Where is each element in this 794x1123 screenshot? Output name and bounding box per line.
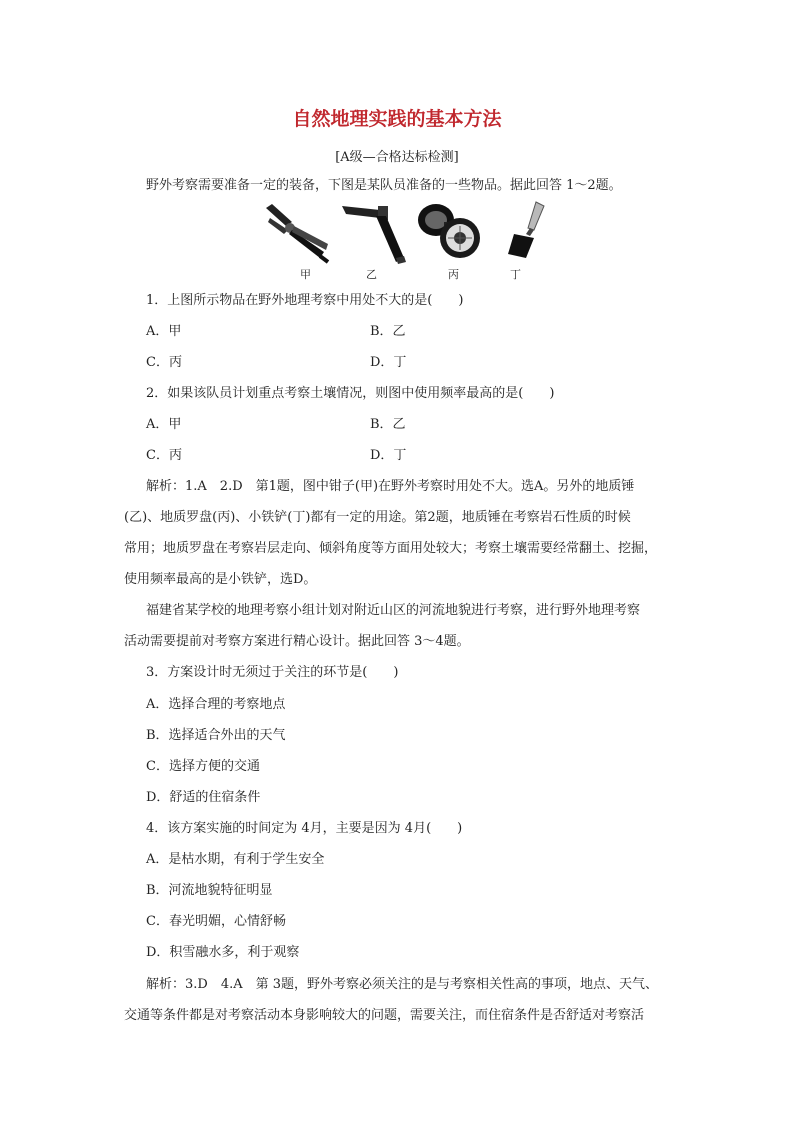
question-3-stem: 3．方案设计时无须过于关注的环节是( ) [146,665,399,680]
question-1-stem: 1．上图所示物品在野外地理考察中用处不大的是( ) [146,293,464,308]
question-2-option-b: B．乙 [370,417,406,432]
question-2-option-d: D．丁 [370,448,407,463]
figure-label-jia: 甲 [300,268,311,281]
intro-paragraph: 野外考察需要准备一定的装备，下图是某队员准备的一些物品。据此回答 1～2题。 [146,178,622,193]
question-2-stem: 2．如果该队员计划重点考察土壤情况，则图中使用频率最高的是( ) [146,386,555,401]
question-4-option-a: A．是枯水期，有利于学生安全 [146,852,325,867]
question-3-option-a: A．选择合理的考察地点 [146,697,286,712]
question-1-option-c: C．丙 [146,355,182,370]
compass-icon [414,200,486,264]
section-subtitle: [A级—合格达标检测] [335,150,459,165]
analysis-1-line-2: (乙)、地质罗盘(丙)、小铁铲(丁)都有一定的用途。第2题，地质锤在考察岩石性质的时候 [124,510,631,525]
question-3-option-d: D．舒适的住宿条件 [146,790,261,805]
tools-figure [262,200,552,282]
analysis-1-line-3: 常用；地质罗盘在考察岩层走向、倾斜角度等方面用处较大；考察土壤需要经常翻土、挖掘， [124,541,658,556]
question-2-option-c: C．丙 [146,448,182,463]
pliers-icon [262,200,332,264]
question-4-option-d: D．积雪融水多，利于观察 [146,945,300,960]
analysis-1-line-4: 使用频率最高的是小铁铲，选D。 [124,572,317,587]
analysis-2-line-1: 解析：3.D 4.A 第 3题，野外考察必须关注的是与考察相关性高的事项，地点、天气、 [146,977,659,992]
question-3-option-c: C．选择方便的交通 [146,759,260,774]
question-1-option-b: B．乙 [370,324,406,339]
figure-label-bing: 丙 [448,268,459,281]
question-3-option-b: B．选择适合外出的天气 [146,728,286,743]
intro-2-line-2: 活动需要提前对考察方案进行精心设计。据此回答 3～4题。 [124,634,470,649]
intro-2-line-1: 福建省某学校的地理考察小组计划对附近山区的河流地貌进行考察，进行野外地理考察 [146,603,641,618]
page-title: 自然地理实践的基本方法 [292,108,502,130]
figure-label-yi: 乙 [366,268,377,281]
analysis-1-line-1: 解析：1.A 2.D 第1题，图中钳子(甲)在野外考察时用处不大。选A。另外的地质锤 [146,479,635,494]
hammer-icon [340,200,410,264]
question-1-option-a: A．甲 [146,324,182,339]
question-1-option-d: D．丁 [370,355,407,370]
question-4-option-b: B．河流地貌特征明显 [146,883,273,898]
analysis-2-line-2: 交通等条件都是对考察活动本身影响较大的问题，需要关注，而住宿条件是否舒适对考察活 [124,1008,645,1023]
question-4-stem: 4．该方案实施的时间定为 4月，主要是因为 4月( ) [146,821,463,836]
question-2-option-a: A．甲 [146,417,182,432]
question-4-option-c: C．春光明媚，心情舒畅 [146,914,286,929]
figure-label-ding: 丁 [510,268,521,281]
trowel-icon [500,200,550,264]
